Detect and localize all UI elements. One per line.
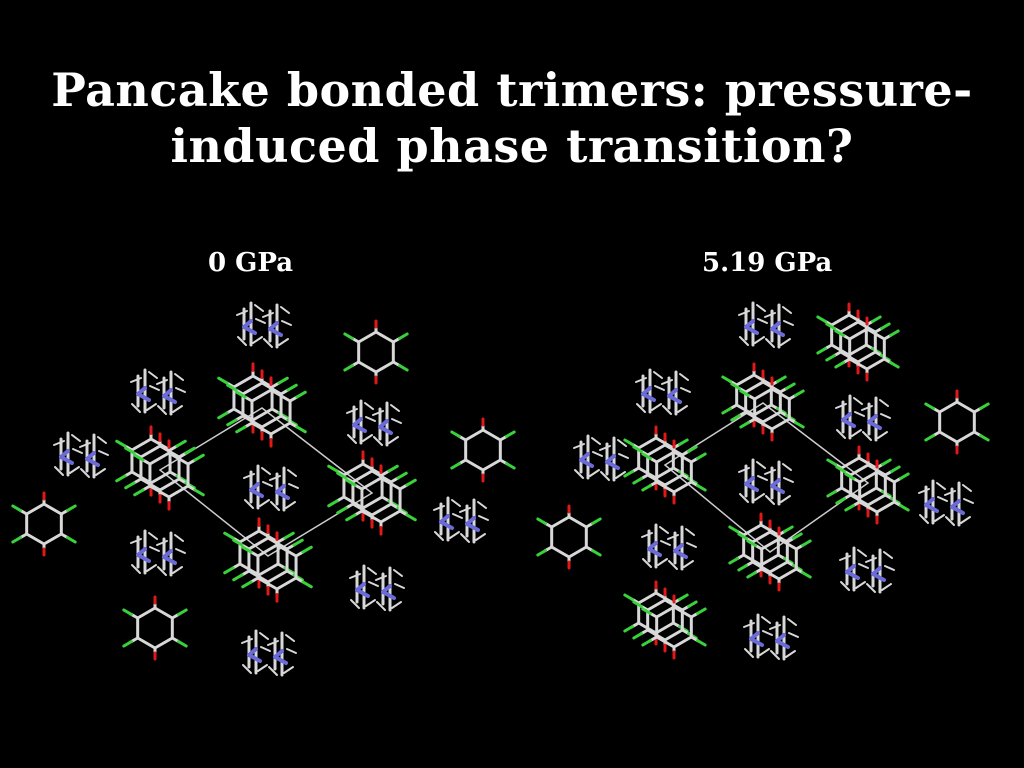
title-line-1: Pancake bonded trimers: pressure- [51, 63, 973, 117]
cation-molecule [574, 436, 602, 478]
cation-pair [434, 498, 488, 542]
cation-molecule [263, 305, 291, 347]
cation-molecule [862, 398, 890, 440]
cation-molecule [131, 370, 159, 412]
pancake-trimer [117, 427, 204, 509]
chloranil-molecule [124, 597, 186, 659]
cation-pair [131, 531, 185, 575]
cation-molecule [376, 568, 404, 610]
pancake-trimer [625, 582, 705, 658]
pancake-trimer [723, 364, 803, 440]
cation-pair [744, 615, 798, 659]
panel-label-0gpa: 0 GPa [208, 248, 294, 278]
cation-molecule [157, 533, 185, 575]
title-line-2: induced phase transition? [170, 119, 854, 173]
cation-molecule [765, 462, 793, 504]
cation-pair [347, 401, 401, 445]
chloranil-molecule [452, 419, 514, 481]
chloranil-molecule [347, 466, 416, 534]
cation-pair [237, 303, 291, 347]
chloranil-molecule [13, 493, 75, 555]
crystal-structure-0gpa [13, 303, 514, 675]
cation-molecule [460, 500, 488, 542]
cation-molecule [54, 433, 82, 475]
chloranil-molecule [836, 318, 898, 380]
cation-molecule [347, 401, 375, 443]
cation-pair [642, 525, 696, 569]
cation-molecule [739, 460, 767, 502]
cation-pair [919, 481, 973, 525]
cation-molecule [668, 527, 696, 569]
chloranil-molecule [345, 321, 407, 383]
pancake-trimer [828, 447, 908, 523]
cation-pair [636, 370, 690, 414]
cation-pair [244, 466, 298, 510]
cation-molecule [636, 370, 664, 412]
cation-molecule [237, 303, 265, 345]
cation-molecule [268, 633, 296, 675]
chloranil-molecule [926, 391, 988, 453]
cation-molecule [80, 435, 108, 477]
cation-pair [131, 370, 185, 414]
cation-pair [350, 566, 404, 610]
cation-pair [739, 460, 793, 504]
pancake-trimer [818, 304, 898, 380]
cation-molecule [434, 498, 462, 540]
crystal-structure-519gpa [538, 303, 988, 659]
pancake-trimer [219, 364, 306, 446]
cation-molecule [662, 372, 690, 414]
chloranil-molecule [135, 441, 204, 509]
cation-molecule [642, 525, 670, 567]
cation-pair [54, 433, 108, 477]
cation-molecule [770, 617, 798, 659]
cation-molecule [919, 481, 947, 523]
cation-pair [574, 436, 628, 480]
cation-pair [242, 631, 296, 675]
cation-molecule [739, 303, 767, 345]
cation-molecule [350, 566, 378, 608]
cation-molecule [744, 615, 772, 657]
cation-molecule [840, 548, 868, 590]
cation-molecule [765, 305, 793, 347]
chloranil-molecule [237, 378, 306, 446]
cation-molecule [157, 372, 185, 414]
cation-pair [840, 548, 894, 592]
cation-molecule [373, 403, 401, 445]
panel-label-519gpa: 5.19 GPa [702, 248, 833, 278]
cation-molecule [836, 396, 864, 438]
chloranil-molecule [748, 528, 810, 590]
cation-pair [739, 303, 793, 347]
cation-molecule [600, 438, 628, 480]
cation-molecule [866, 550, 894, 592]
cation-molecule [270, 468, 298, 510]
cation-molecule [945, 483, 973, 525]
cation-molecule [242, 631, 270, 673]
chloranil-molecule [538, 506, 600, 568]
chloranil-molecule [643, 596, 705, 658]
cation-molecule [244, 466, 272, 508]
cation-molecule [131, 531, 159, 573]
cation-pair [836, 396, 890, 440]
